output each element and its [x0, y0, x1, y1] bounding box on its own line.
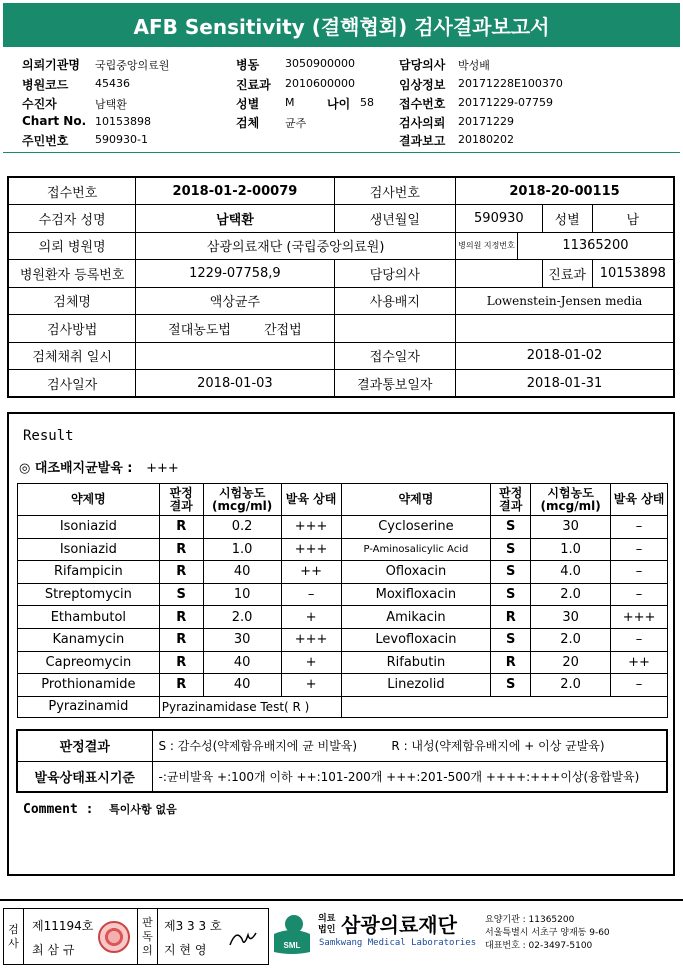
drug-name: Rifabutin — [341, 651, 491, 674]
specimen-info-table — [7, 176, 675, 398]
drug-name: Prothionamide — [18, 674, 160, 697]
table-row — [18, 606, 668, 629]
legend-table — [16, 729, 668, 793]
growth-status: ++ — [281, 561, 341, 584]
test-concentration: 4.0 — [531, 561, 611, 584]
reader-license: 제3 3 3 호 — [164, 919, 222, 933]
doctor-name — [456, 260, 543, 288]
growth-status: – — [611, 674, 668, 697]
comment-text: 특이사항 없음 — [109, 803, 177, 816]
header-value: 20180202 — [458, 133, 514, 146]
header-label: 성별 — [236, 97, 260, 111]
org-type — [318, 914, 335, 936]
drug-name: P-Aminosalicylic Acid — [341, 538, 491, 561]
birth-date: 590930 — [456, 205, 543, 233]
header-value: 국립중앙의료원 — [95, 59, 170, 72]
header-value: 20171229 — [458, 115, 514, 128]
age-value: 58 — [360, 96, 374, 109]
cell-label: 검사번호 — [334, 177, 456, 205]
judge-result: S — [491, 583, 531, 606]
table-row — [18, 583, 668, 606]
growth-status: + — [281, 606, 341, 629]
col-header-drug: 약제명 — [341, 484, 491, 516]
legend-growth-text: -:균비발육 +:100개 이하 ++:101-200개 +++:201-500개 ++++:+++이상(융합발육) — [152, 761, 667, 792]
control-growth-label: ◎ 대조배지균발육 : — [19, 461, 133, 476]
drug-name: Amikacin — [341, 606, 491, 629]
header-label: 진료과 — [236, 78, 271, 92]
judge-result: S — [159, 583, 203, 606]
table-row — [18, 538, 668, 561]
header-value: 20171228E100370 — [458, 77, 563, 90]
judge-result: R — [159, 561, 203, 584]
growth-status: – — [611, 583, 668, 606]
judge-result: S — [491, 516, 531, 539]
org-type-line: 의료 — [318, 914, 336, 924]
hospital-name: 삼광의료재단 (국립중앙의료원) — [136, 232, 456, 260]
growth-status: – — [611, 538, 668, 561]
growth-status: + — [281, 651, 341, 674]
cell-label: 의뢰 병원명 — [8, 232, 136, 260]
judge-result: R — [159, 674, 203, 697]
test-concentration: 40 — [203, 674, 281, 697]
drug-name: Ethambutol — [18, 606, 160, 629]
report-title: AFB Sensitivity (결핵협회) 검사결과보고서 — [3, 3, 680, 47]
cell-label: 생년월일 — [334, 205, 456, 233]
growth-status: +++ — [281, 516, 341, 539]
drug-name: Capreomycin — [18, 651, 160, 674]
seal-stamp — [98, 921, 130, 953]
reader-tag-char: 의 — [142, 943, 153, 957]
examiner-name: 최 삼 규 — [32, 943, 75, 957]
growth-status: – — [611, 561, 668, 584]
growth-status: +++ — [281, 628, 341, 651]
growth-status: ++ — [611, 651, 668, 674]
table-row — [18, 651, 668, 674]
test-concentration: 0.2 — [203, 516, 281, 539]
patient-sex: 남 — [592, 205, 674, 233]
header-value: 박성배 — [458, 59, 490, 72]
header-label: 병원코드 — [22, 78, 69, 92]
examiner-tag — [4, 909, 24, 964]
drug-name: Ofloxacin — [341, 561, 491, 584]
test-concentration: 20 — [531, 651, 611, 674]
org-type-line: 법인 — [318, 925, 336, 935]
judge-result: S — [491, 561, 531, 584]
header-label: 주민번호 — [22, 134, 69, 148]
logo-text: SML — [283, 941, 301, 950]
cell-label: 검사방법 — [8, 315, 136, 343]
control-growth — [19, 457, 179, 476]
judge-result: R — [159, 606, 203, 629]
test-concentration: 2.0 — [531, 628, 611, 651]
patient-name: 남택환 — [136, 205, 334, 233]
header-label: 접수번호 — [399, 97, 446, 111]
reception-number: 2018-01-2-00079 — [136, 177, 334, 205]
cell-label: 접수일자 — [334, 342, 456, 370]
col-header-conc: 시험농도 (mcg/ml) — [531, 484, 611, 516]
test-concentration: 30 — [203, 628, 281, 651]
table-row — [18, 674, 668, 697]
header-value: 590930-1 — [95, 133, 148, 146]
col-header-drug: 약제명 — [18, 484, 160, 516]
result-section — [7, 412, 675, 876]
footer-divider — [0, 899, 683, 901]
cell-label: 검사일자 — [8, 370, 136, 398]
header-value: M — [285, 96, 295, 109]
pyrazinamidase-test: Pyrazinamidase Test( R ) — [159, 696, 341, 717]
judge-result: R — [159, 628, 203, 651]
judge-result: R — [491, 606, 531, 629]
drug-name: Cycloserine — [341, 516, 491, 539]
department: 10153898 — [592, 260, 674, 288]
judge-result: S — [491, 628, 531, 651]
hospital-code: 11365200 — [517, 232, 674, 260]
report-date: 2018-01-31 — [456, 370, 674, 398]
judge-result: R — [491, 651, 531, 674]
header-label: 의뢰기관명 — [22, 58, 80, 72]
cell-label: 성별 — [542, 205, 592, 233]
header-label: 검체 — [236, 116, 260, 130]
test-concentration: 10 — [203, 583, 281, 606]
header-label: 수진자 — [22, 97, 57, 111]
test-number: 2018-20-00115 — [456, 177, 674, 205]
legend-judge-label: 판정결과 — [17, 730, 152, 761]
comment-label: Comment : — [23, 802, 94, 817]
header-value: 45436 — [95, 77, 130, 90]
legend-judge-text — [152, 730, 667, 761]
cell-label: 검체채취 일시 — [8, 342, 136, 370]
cell-label: 병의원 지정번호 — [456, 232, 518, 260]
received-date: 2018-01-02 — [456, 342, 674, 370]
drug-name: Moxifloxacin — [341, 583, 491, 606]
collection-date — [136, 342, 334, 370]
table-row — [18, 516, 668, 539]
control-growth-value: +++ — [146, 461, 179, 476]
cell-label: 수검자 성명 — [8, 205, 136, 233]
test-concentration: 2.0 — [531, 674, 611, 697]
specimen-name: 액상균주 — [136, 287, 334, 315]
test-concentration: 2.0 — [203, 606, 281, 629]
cell-label: 접수번호 — [8, 177, 136, 205]
reader-tag-char: 독 — [142, 929, 153, 943]
header-value: 남택환 — [95, 98, 127, 111]
drug-name: Isoniazid — [18, 538, 160, 561]
growth-status: + — [281, 674, 341, 697]
drug-name: Levofloxacin — [341, 628, 491, 651]
drug-name: Linezolid — [341, 674, 491, 697]
reader-name: 지 현 영 — [164, 943, 207, 957]
table-row — [18, 696, 668, 717]
culture-media: Lowenstein-Jensen media — [456, 287, 674, 315]
result-title: Result — [23, 428, 74, 444]
test-method-1: 절대농도법 — [168, 322, 231, 338]
cell-label: 담당의사 — [334, 260, 456, 288]
cell-label: 진료과 — [542, 260, 592, 288]
registration-number: 1229-07758,9 — [136, 260, 334, 288]
empty-cell — [334, 315, 456, 343]
growth-status: +++ — [611, 606, 668, 629]
test-concentration: 30 — [531, 606, 611, 629]
header-divider — [3, 152, 680, 153]
examiner-tag-char: 사 — [8, 936, 19, 950]
judge-result: R — [159, 651, 203, 674]
test-date: 2018-01-03 — [136, 370, 334, 398]
col-header-growth: 발육 상태 — [611, 484, 668, 516]
empty-cell — [341, 696, 667, 717]
org-info-line: 요양기관 : 11365200 — [485, 915, 575, 925]
reader-tag — [138, 909, 158, 964]
growth-status: – — [281, 583, 341, 606]
legend-judge-r: R : 내성(약제함유배지에 + 이상 균발육) — [391, 739, 605, 754]
cell-label: 병원환자 등록번호 — [8, 260, 136, 288]
header-label: Chart No. — [22, 114, 87, 128]
legend-judge-s: S : 감수성(약제함유배지에 균 비발육) — [158, 739, 358, 754]
org-info-line: 대표번호 : 02-3497-5100 — [485, 941, 593, 951]
header-label: 임상정보 — [399, 78, 446, 92]
growth-status: – — [611, 628, 668, 651]
col-header-growth: 발육 상태 — [281, 484, 341, 516]
header-value: 20171229-07759 — [458, 96, 553, 109]
report-header — [0, 52, 683, 152]
age-label: 나이 — [327, 97, 351, 111]
judge-result: R — [159, 516, 203, 539]
header-value: 균주 — [285, 117, 307, 130]
drug-name: Pyrazinamid — [18, 696, 160, 717]
drug-name: Rifampicin — [18, 561, 160, 584]
test-concentration: 1.0 — [531, 538, 611, 561]
org-name: 삼광의료재단 — [341, 913, 457, 937]
table-row — [18, 561, 668, 584]
header-label: 담당의사 — [399, 58, 446, 72]
org-info-line: 서울특별시 서초구 양재동 9-60 — [485, 928, 610, 938]
test-concentration: 30 — [531, 516, 611, 539]
col-header-conc: 시험농도 (mcg/ml) — [203, 484, 281, 516]
org-info — [485, 914, 610, 953]
cell-label: 사용배지 — [334, 287, 456, 315]
test-concentration: 40 — [203, 561, 281, 584]
drug-name: Isoniazid — [18, 516, 160, 539]
header-label: 병동 — [236, 58, 260, 72]
header-value: 3050900000 — [285, 57, 355, 70]
growth-status: – — [611, 516, 668, 539]
cell-label: 결과통보일자 — [334, 370, 456, 398]
test-concentration: 1.0 — [203, 538, 281, 561]
examiner-license: 제11194호 — [32, 919, 94, 933]
signature-box — [3, 908, 269, 965]
header-value: 2010600000 — [285, 77, 355, 90]
judge-result: R — [159, 538, 203, 561]
growth-status: +++ — [281, 538, 341, 561]
judge-result: S — [491, 538, 531, 561]
empty-cell — [456, 315, 674, 343]
org-english-name: Samkwang Medical Laboratories — [319, 938, 477, 948]
cell-label: 검체명 — [8, 287, 136, 315]
drug-sensitivity-table — [17, 483, 668, 718]
test-method-2: 간접법 — [264, 322, 302, 338]
comment — [23, 801, 177, 817]
header-value: 10153898 — [95, 115, 151, 128]
header-label: 결과보고 — [399, 134, 446, 148]
col-header-judge: 판정 결과 — [491, 484, 531, 516]
test-concentration: 40 — [203, 651, 281, 674]
drug-name: Streptomycin — [18, 583, 160, 606]
signature-mark — [226, 925, 262, 953]
test-method — [136, 315, 334, 343]
reader-tag-char: 판 — [142, 915, 153, 929]
drug-name: Kanamycin — [18, 628, 160, 651]
col-header-judge: 판정 결과 — [159, 484, 203, 516]
test-concentration: 2.0 — [531, 583, 611, 606]
examiner-tag-char: 검 — [8, 922, 19, 936]
sml-logo-icon — [272, 912, 312, 956]
table-row — [18, 628, 668, 651]
legend-growth-label: 발육상태표시기준 — [17, 761, 152, 792]
header-label: 검사의뢰 — [399, 116, 446, 130]
judge-result: S — [491, 674, 531, 697]
